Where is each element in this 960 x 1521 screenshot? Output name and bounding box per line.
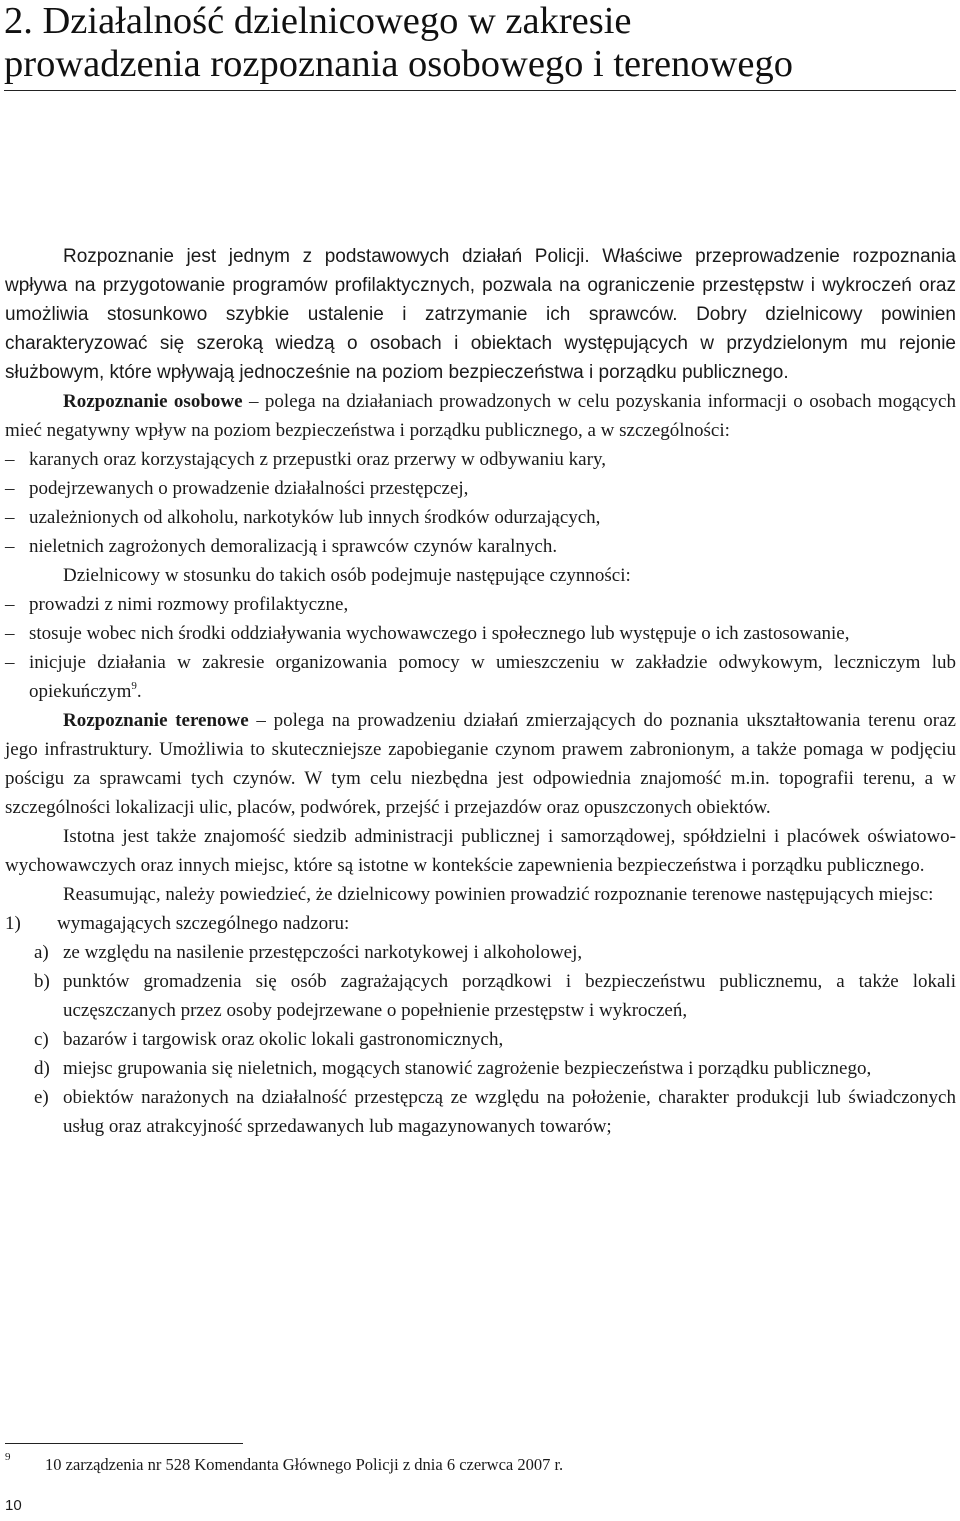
paragraph-intro: Rozpoznanie jest jednym z podstawowych działań Policji. Właściwe przeprowadzenie rozpoznania wpływa na przygotowanie programów profilaktycznych, pozwala na ograniczenie przestępstw i wykroczeń oraz umożliwia stosunkowo szybkie ustalenie i zatrzymanie ich sprawców. Dobry dzielnicowy powinien charakteryzować się szeroką wiedzą o osobach i obiektach występujących w przydzielonym mu rejonie służbowym, które wpływają jednocześnie na poziom bezpieczeństwa i porządku publicznego. [5,246,956,383]
numbered-item-1 [5,909,956,938]
term-terrain-recon: Rozpoznanie terenowe [63,710,249,731]
term-personal-recon: Rozpoznanie osobowe [63,391,243,412]
sub-item-text: obiektów narażonych na działalność przestępczą ze względu na położenie, charakter produkcji lub świadczonych usług oraz atrakcyjność sprzedawanych lub magazynowanych towarów; [63,1087,956,1137]
paragraph-terrain-recon [5,706,956,822]
sub-item-c [5,1025,956,1054]
list-item: – prowadzi z nimi rozmowy profilaktyczne, [5,590,956,619]
sub-item-b [5,967,956,1025]
person-categories-list [5,445,956,561]
list-item: – uzależnionych od alkoholu, narkotyków lub innych środków odurzających, [5,503,956,532]
page-number: 10 [5,1497,22,1514]
list-item: – karanych oraz korzystających z przepustki oraz przerwy w odbywaniu kary, [5,445,956,474]
sub-items-list [5,938,956,1141]
footnote [5,1451,564,1476]
footnote-reference[interactable]: 9 [131,679,137,692]
paragraph-actions-intro: Dzielnicowy w stosunku do takich osób podejmuje następujące czynności: [63,565,631,586]
paragraph-summary: Reasumując, należy powiedzieć, że dzielnicowy powinien prowadzić rozpoznanie terenowe następujących miejsc: [63,884,934,905]
paragraph-institutions: Istotna jest także znajomość siedzib administracji publicznej i samorządowej, spółdzielni i placówek oświatowo-wychowawczych oraz innych miejsc, które są istotne w kontekście zapewnienia bezpieczeństwa i porządku publicznego. [5,826,956,876]
sub-item-d [5,1054,956,1083]
list-item-end: . [136,681,142,702]
title-line-2: prowadzenia rozpoznania osobowego i terenowego [4,43,793,85]
item-number: 1) [5,913,21,934]
terrain-recon-definition: – polega na prowadzeniu działań zmierzających do poznania ukształtowania terenu oraz jego infrastruktury. Umożliwia to skuteczniejsze zapobieganie czynom prawem zabronionym, a także pomaga w podjęciu pościgu za sprawcami tych czynów. W tym celu niezbędna jest odpowiednia znajomość m.in. topografii terenu, a w szczególności lokalizacji ulic, placów, podwórek, przejść i przejazdów oraz opuszczonych obiektów. [5,710,956,818]
list-item: – podejrzewanych o prowadzenie działalności przestępczej, [5,474,956,503]
title-line-1: 2. Działalność dzielnicowego w zakresie [4,0,632,42]
sub-item-label: b) [34,971,50,992]
footnote-text: 10 zarządzenia nr 528 Komendanta Głównego Policji z dnia 6 czerwca 2007 r. [45,1455,564,1474]
list-item: – stosuje wobec nich środki oddziaływania wychowawczego i społecznego lub występuje o ich zastosowanie, [5,619,956,648]
sub-item-text: punktów gromadzenia się osób zagrażających porządkowi i bezpieczeństwu publicznemu, a także lokali uczęszczanych przez osoby podejrzewane o popełnienie przestępstw i wykroczeń, [63,971,956,1021]
sub-item-label: e) [34,1087,49,1108]
footnote-divider [5,1443,243,1444]
sub-item-a [5,938,956,967]
sub-item-label: c) [34,1029,49,1050]
paragraph-personal-recon [5,387,956,445]
sub-item-text: bazarów i targowisk oraz okolic lokali gastronomicznych, [63,1029,504,1050]
actions-list [5,590,956,706]
sub-item-label: a) [34,942,49,963]
list-item-with-footnote [5,648,956,706]
sub-item-text: ze względu na nasilenie przestępczości narkotykowej i alkoholowej, [63,942,583,963]
title-divider [4,90,956,91]
list-item: – nieletnich zagrożonych demoralizacją i sprawców czynów karalnych. [5,532,956,561]
item-text: wymagających szczególnego nadzoru: [57,913,350,934]
body-text [5,242,956,1141]
sub-item-text: miejsc grupowania się nieletnich, mogących stanowić zagrożenie bezpieczeństwa i porządku publicznego, [63,1058,872,1079]
sub-item-label: d) [34,1058,50,1079]
personal-recon-definition: – polega na działaniach prowadzonych w celu pozyskania informacji o osobach mogących mieć negatywny wpływ na poziom bezpieczeństwa i porządku publicznego, a w szczególności: [5,391,956,441]
list-item-text: inicjuje działania w zakresie organizowania pomocy w umieszczeniu w zakładzie odwykowym, leczniczym lub opiekuńczym [29,652,956,702]
footnote-mark: 9 [5,1451,11,1463]
sub-item-e [5,1083,956,1141]
page-title [4,0,956,86]
